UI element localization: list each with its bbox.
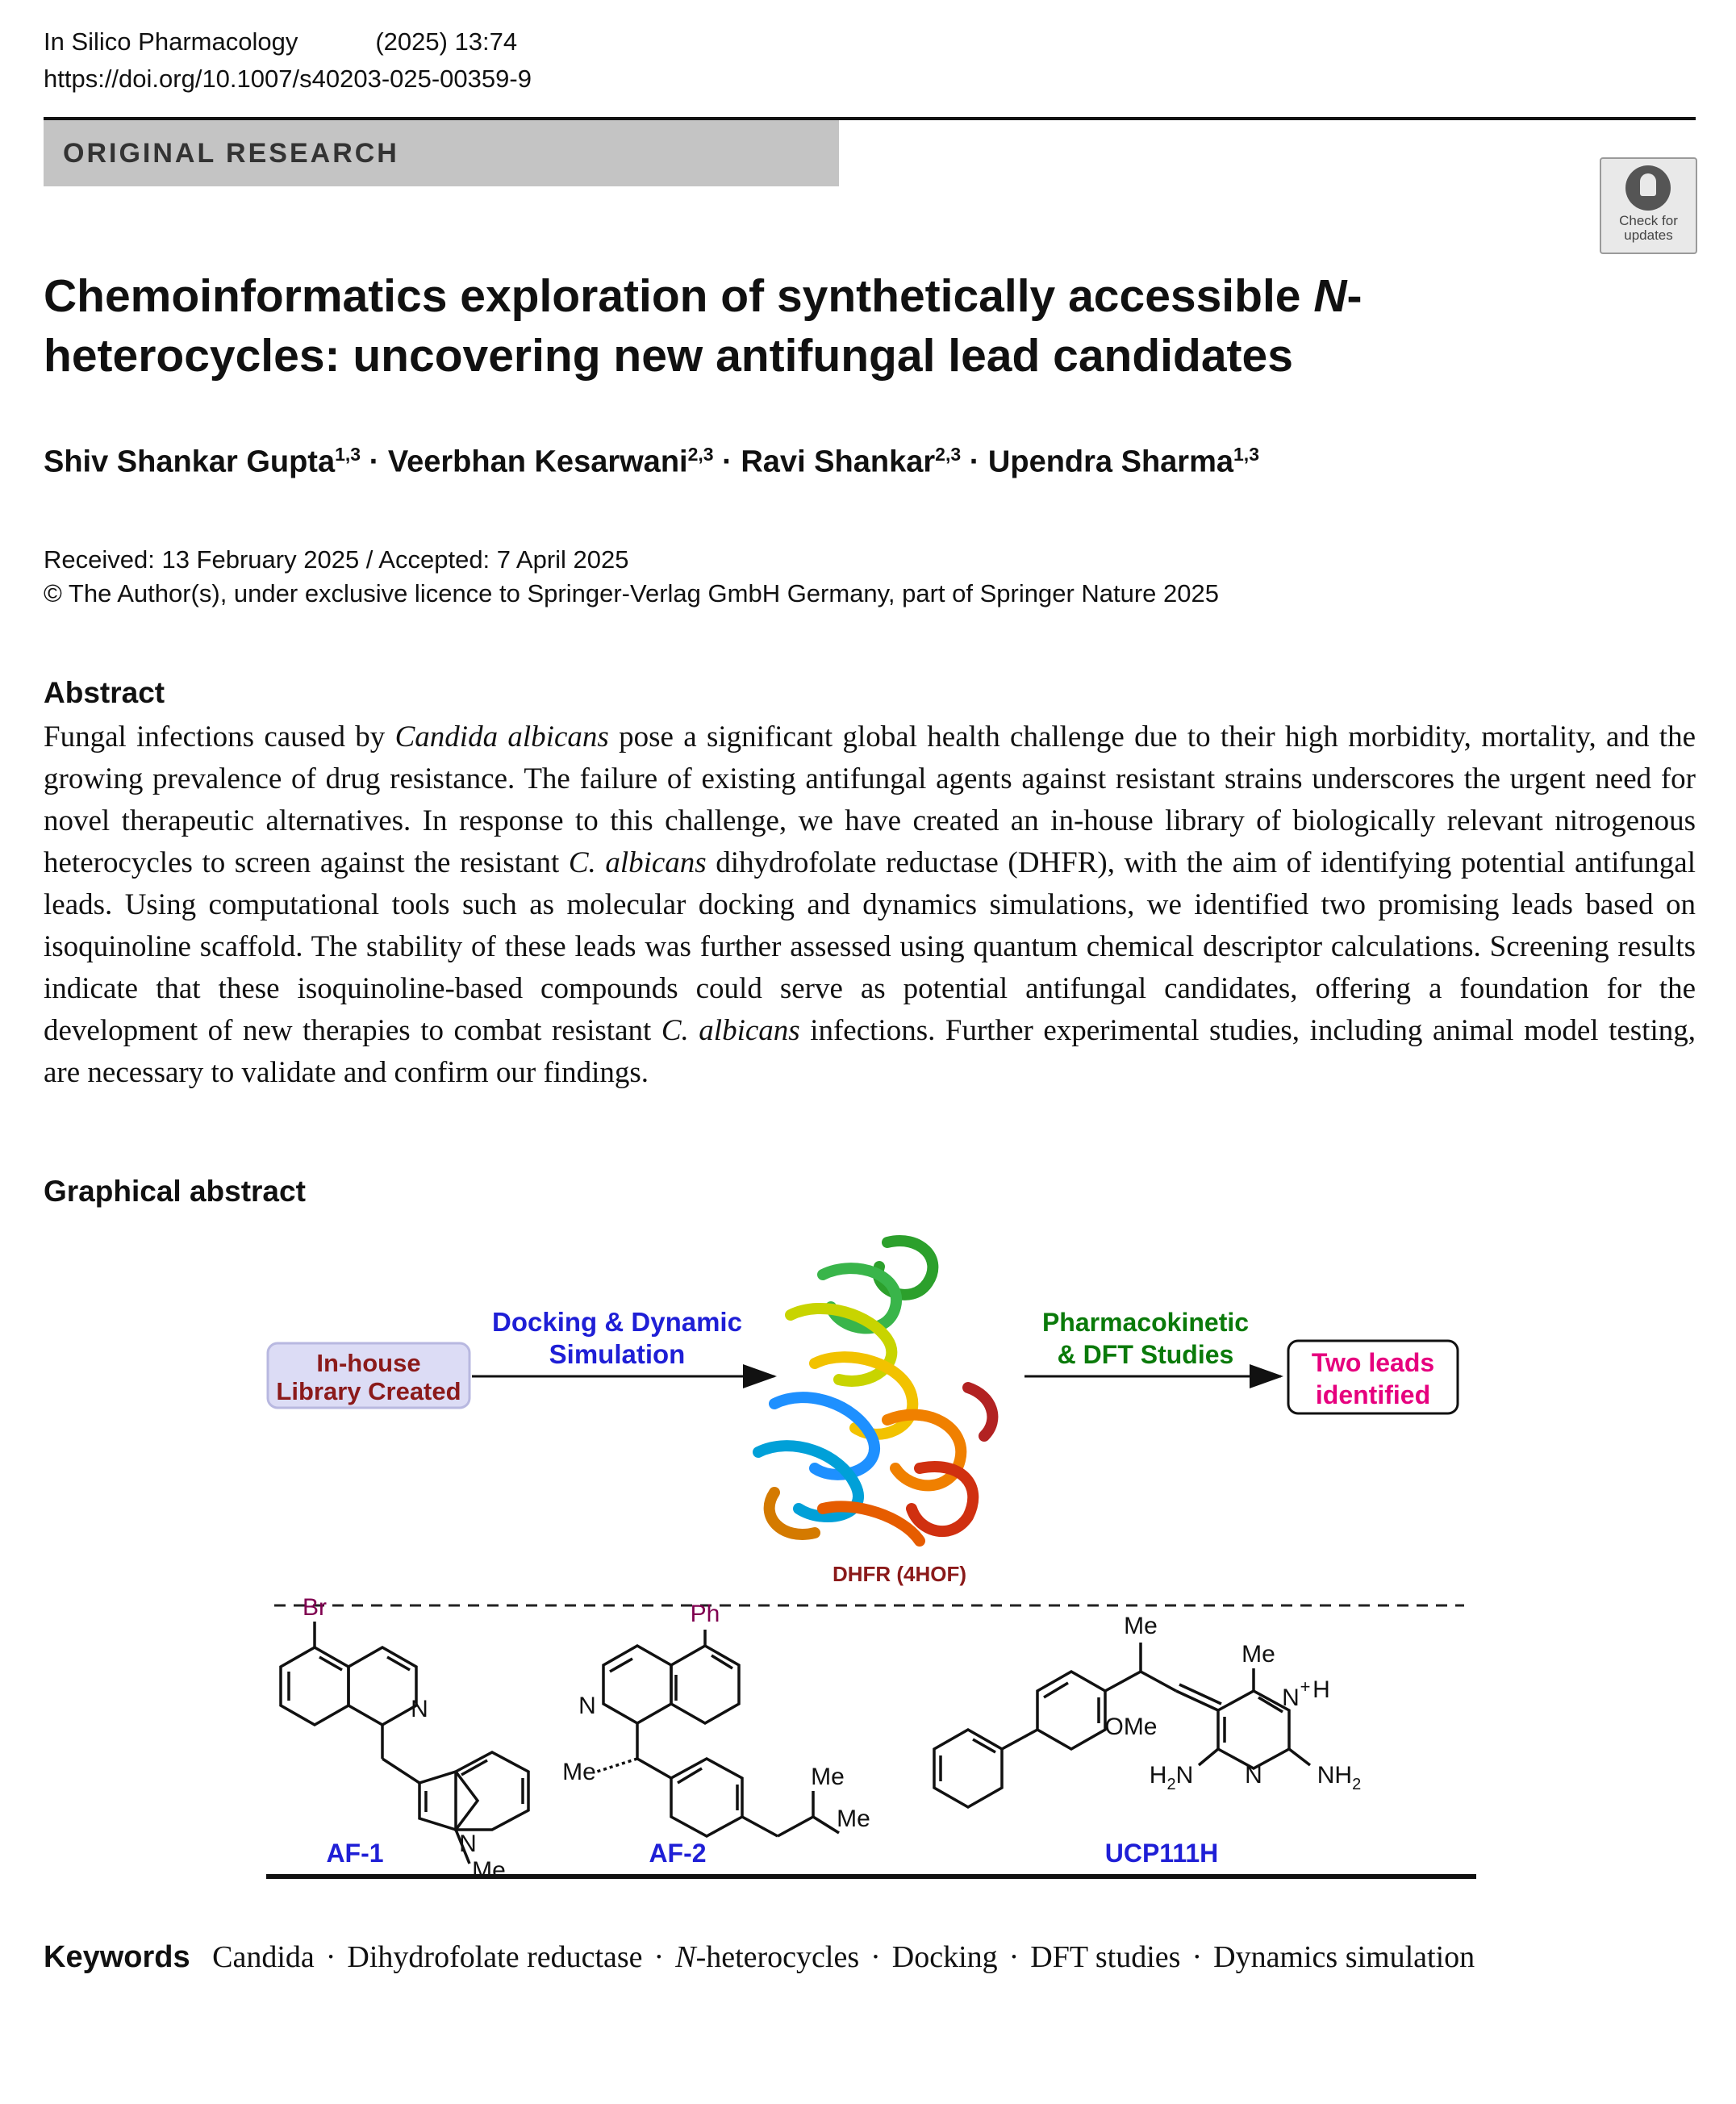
af1-structure [281,1622,528,1864]
keyword-item[interactable]: Dihydrofolate reductase [347,1940,643,1974]
author-name[interactable]: Ravi Shankar [741,445,936,479]
ucp-plus-label: + [1300,1676,1311,1697]
section-label: ORIGINAL RESEARCH [63,138,399,169]
keywords-heading: Keywords [44,1940,190,1974]
ucp-ome-label: OMe [1104,1714,1158,1740]
ucp-n1-label: N [1282,1684,1300,1711]
leads-box-line1: Two leads [1311,1348,1435,1377]
af2-n-label: N [578,1693,596,1719]
author-affiliation: 2,3 [935,444,962,465]
leads-box-line2: identified [1315,1380,1431,1409]
keyword-separator: · [325,1940,336,1974]
af2-ph-label: Ph [690,1601,720,1627]
compound-label-af2: AF-2 [649,1839,707,1868]
af2-me3-label: Me [837,1806,870,1832]
journal-name: In Silico Pharmacology [44,27,298,56]
af1-me-label: Me [472,1857,506,1880]
author-affiliation: 1,3 [1233,444,1259,465]
copyright-notice: © The Author(s), under exclusive licence to Springer-Verlag GmbH Germany, part of Springer Nature 2025 [44,579,1219,607]
journal-line [44,27,517,56]
ucp-me2-label: Me [1241,1641,1275,1668]
author-name[interactable]: Shiv Shankar Gupta [44,445,336,479]
arrow-1-label-line1: Docking & Dynamic [492,1307,742,1337]
graphical-abstract-heading: Graphical abstract [44,1175,306,1208]
af2-structure [597,1630,839,1836]
keyword-item[interactable]: Docking [891,1940,998,1974]
protein-label: DHFR (4HOF) [832,1562,967,1586]
abstract-heading: Abstract [44,676,165,709]
keyword-item[interactable]: DFT studies [1030,1940,1181,1974]
dhfr-protein-ribbon [758,1241,992,1541]
ucp-n2-label: N [1245,1762,1262,1789]
keyword-separator: · [1191,1940,1203,1974]
ucp-h-label: H [1312,1676,1330,1703]
arrow-2-label-line2: & DFT Studies [1057,1340,1234,1369]
arrow-1-label-line2: Simulation [549,1339,686,1369]
keyword-item[interactable]: Candida [212,1940,315,1974]
author-list [44,444,1259,480]
library-box-line1: In-house [316,1349,421,1377]
af1-n-label: N [411,1696,428,1722]
compound-label-ucp111h: UCP111H [1104,1839,1219,1868]
article-title: Chemoinformatics exploration of synthetically accessible N- heterocycles: uncovering new antifungal lead candidates [44,270,1363,382]
bookmark-icon [1625,165,1671,211]
abstract-body: Fungal infections caused by Candida albicans pose a significant global health challenge due to their high morbidity, mortality, and the growing prevalence of drug resistance. The failure of existing antifungal agents against resistant strains underscores the urgent need for novel therapeutic alternatives. In response to this challenge, we have created an in-house library of biologically relevant nitrogenous heterocycles to screen against the resistant C. albicans dihydrofolate reductase (DHFR), with the aim of identifying potential antifungal leads. Using computational tools such as molecular docking and dynamics simulations, we identified two promising leads based on isoquinoline scaffold. The stability of these leads was further assessed using quantum chemical descriptor calculations. Screening results indicate that these isoquinoline-based compounds could serve as potential antifungal candidates, offering a foundation for the development of new therapies to combat resistant C. albicans infections. Further experimental studies, including animal model testing, are necessary to validate and confirm our findings. [44,720,1696,1089]
check-for-updates-badge[interactable] [1600,157,1697,254]
check-updates-label: Check for updates [1619,213,1678,243]
keyword-item[interactable]: Dynamics simulation [1213,1940,1475,1974]
af2-me1-label: Me [562,1759,596,1785]
ucp-nh2-label: $NH_2$ [1317,1762,1362,1793]
keyword-separator: · [1008,1940,1020,1974]
doi-link[interactable]: https://doi.org/10.1007/s40203-025-00359-9 [44,65,532,93]
author-separator: · [361,445,388,479]
keywords [44,1939,1475,1975]
author-affiliation: 1,3 [335,444,361,465]
author-affiliation: 2,3 [687,444,714,465]
author-name[interactable]: Upendra Sharma [987,445,1234,479]
library-box-line2: Library Created [276,1377,461,1405]
received-dates: Received: 13 February 2025 / Accepted: 7 April 2025 [44,545,629,574]
af1-n2-label: N [459,1831,477,1857]
author-name[interactable]: Veerbhan Kesarwani [387,445,688,479]
graphical-abstract-figure [258,1226,1484,1880]
compound-label-af1: AF-1 [326,1839,384,1868]
journal-volume: (2025) 13:74 [375,27,518,56]
author-separator: · [713,445,741,479]
af1-br-label: Br [303,1594,327,1621]
af2-me2-label: Me [811,1764,845,1790]
arrow-2-label-line1: Pharmacokinetic [1041,1308,1250,1337]
keyword-item[interactable]: N-heterocycles [675,1940,860,1974]
keyword-separator: · [870,1940,881,1974]
keyword-separator: · [653,1940,665,1974]
ucp-me1-label: Me [1124,1613,1158,1639]
ucp-h2n-label: $H_2N$ [1149,1762,1194,1793]
author-separator: · [961,445,988,479]
section-banner [44,120,839,186]
